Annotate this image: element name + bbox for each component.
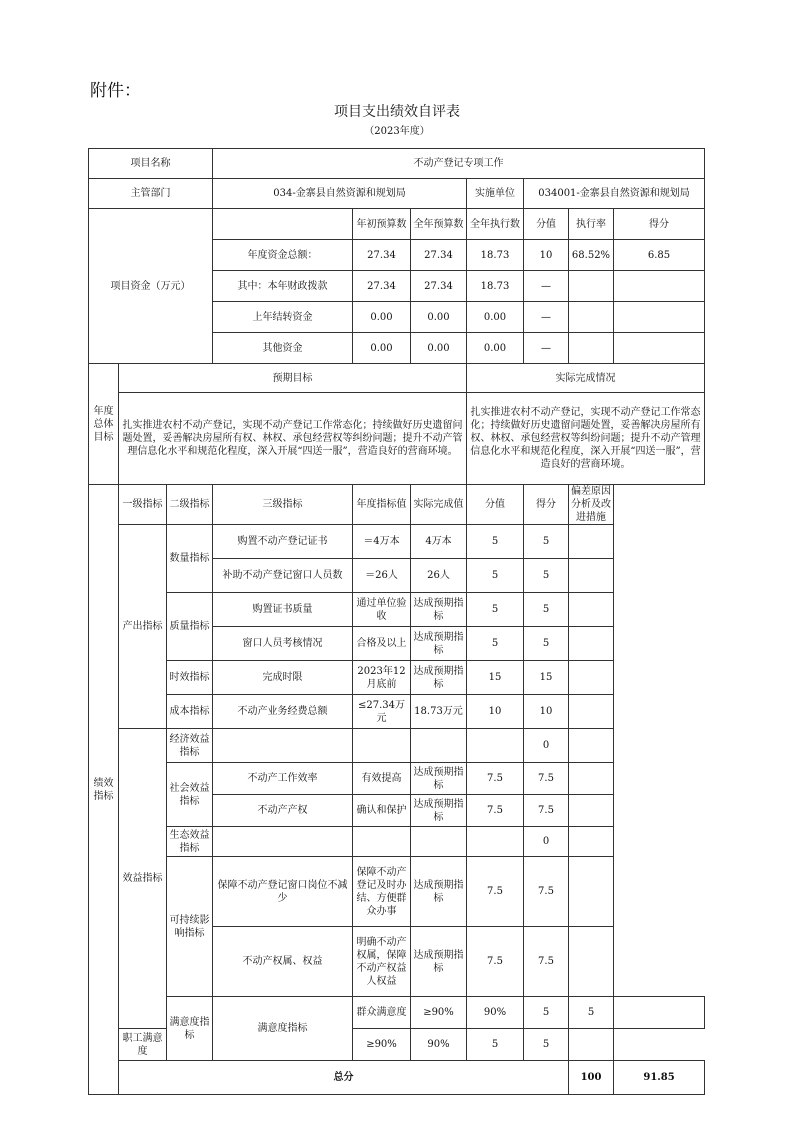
indicator-target: ＝26人 (353, 559, 411, 593)
indicator-name: 群众满意度 (353, 997, 411, 1029)
indicator-value: 5 (467, 1029, 524, 1061)
indicator-target: 通过单位验收 (353, 593, 411, 627)
indicator-actual: 90% (467, 997, 524, 1029)
form-title: 项目支出绩效自评表 (334, 104, 460, 120)
indicator-value: 15 (467, 661, 524, 695)
level2-sustainable: 可持续影响指标 (167, 857, 213, 997)
header-actual: 实际完成值 (411, 485, 467, 525)
goals-header-row (89, 364, 705, 393)
indicator-actual: 26人 (411, 559, 467, 593)
form-year: （2023年度） (364, 126, 430, 137)
goals-label: 年度总体目标 (89, 364, 119, 485)
indicator-deviation (569, 627, 614, 661)
indicator-score: 7.5 (524, 795, 569, 827)
indicator-name: 购置不动产登记证书 (213, 525, 353, 559)
actual-completion-text: 扎实推进农村不动产登记，实现不动产登记工作常态化；持续做好历史遗留问题处置，妥善解决房屋所有权、林权、承包经营权等纠纷问题；提升不动产管理信息化水平和规范化程度，深入开展“四送一服”，营造良好的营商环境。 (467, 393, 705, 485)
funds-executed: 0.00 (467, 333, 524, 364)
indicator-row (89, 695, 705, 729)
funds-executed: 18.73 (467, 240, 524, 271)
level2-timeliness: 时效指标 (167, 661, 213, 695)
goals-content-row (89, 393, 705, 485)
indicator-score: 5 (524, 525, 569, 559)
header-score: 得分 (524, 485, 569, 525)
indicator-target: ＝4万本 (353, 525, 411, 559)
department-row (89, 179, 705, 209)
level2-quality: 质量指标 (167, 593, 213, 661)
project-row (89, 149, 705, 179)
indicator-value: 10 (467, 695, 524, 729)
indicator-actual (411, 729, 467, 763)
level2-quantity: 数量指标 (167, 525, 213, 593)
indicator-score: 5 (569, 997, 614, 1029)
header-deviation: 偏差原因分析及改进措施 (569, 485, 614, 525)
level2-economic: 经济效益指标 (167, 729, 213, 763)
header-level1: 一级指标 (119, 485, 167, 525)
funds-annual: 27.34 (411, 240, 467, 271)
indicator-deviation (569, 857, 614, 927)
funds-executed: 18.73 (467, 271, 524, 302)
indicator-value: 5 (467, 593, 524, 627)
indicator-value: 5 (467, 627, 524, 661)
funds-score (614, 271, 705, 302)
indicator-value: 5 (467, 525, 524, 559)
indicator-score: 0 (524, 827, 569, 857)
expected-goal-label: 预期目标 (119, 364, 467, 393)
total-row (89, 1061, 705, 1095)
funds-score-value: — (524, 333, 569, 364)
funds-score-value: — (524, 271, 569, 302)
indicator-row (89, 827, 705, 857)
indicator-actual: 达成预期指标 (411, 661, 467, 695)
indicator-name: 窗口人员考核情况 (213, 627, 353, 661)
funds-score (614, 302, 705, 333)
attachment-label: 附件： (90, 81, 141, 101)
total-value: 100 (569, 1061, 614, 1095)
indicator-value: 5 (524, 997, 569, 1029)
funds-score: 6.85 (614, 240, 705, 271)
indicator-actual: 达成预期指标 (411, 593, 467, 627)
indicator-deviation (569, 763, 614, 795)
indicator-actual: 4万本 (411, 525, 467, 559)
indicator-deviation (569, 525, 614, 559)
indicator-deviation (569, 593, 614, 627)
expected-goal-text: 扎实推进农村不动产登记，实现不动产登记工作常态化；持续做好历史遗留问题处置，妥善解决房屋所有权、林权、承包经营权等纠纷问题；提升不动产管理信息化水平和规范化程度，深入开展“四送一服”，营造良好的营商环境。 (119, 393, 467, 485)
indicator-row (89, 661, 705, 695)
indicator-value: 7.5 (467, 763, 524, 795)
funds-rate: 68.52% (569, 240, 614, 271)
indicators-section-label: 绩效指标 (89, 485, 119, 1095)
indicator-deviation (569, 927, 614, 997)
indicator-name: 补助不动产登记窗口人员数 (213, 559, 353, 593)
indicator-name (213, 827, 353, 857)
project-name: 不动产登记专项工作 (213, 149, 705, 179)
indicator-score: 5 (524, 627, 569, 661)
funds-rate (569, 271, 614, 302)
indicator-target: 明确不动产权属，保障不动产权益人权益 (353, 927, 411, 997)
indicator-deviation (614, 997, 705, 1029)
total-label: 总分 (119, 1061, 569, 1095)
indicator-target: ≥90% (411, 997, 467, 1029)
indicator-row (89, 857, 705, 927)
header-level3: 三级指标 (213, 485, 353, 525)
actual-completion-label: 实际完成情况 (467, 364, 705, 393)
level2-ecological: 生态效益指标 (167, 827, 213, 857)
indicator-actual (411, 827, 467, 857)
level2-cost: 成本指标 (167, 695, 213, 729)
indicator-name: 不动产产权 (213, 795, 353, 827)
indicator-deviation (569, 695, 614, 729)
level1-satisfaction: 满意度指标 (167, 997, 213, 1061)
indicator-value: 7.5 (467, 795, 524, 827)
indicator-name: 完成时限 (213, 661, 353, 695)
funds-row-label: 其中：本年财政拨款 (213, 271, 353, 302)
funds-score-value: — (524, 302, 569, 333)
indicator-row (89, 729, 705, 763)
indicator-score: 5 (524, 593, 569, 627)
unit-label: 实施单位 (467, 179, 524, 209)
funds-annual: 0.00 (411, 302, 467, 333)
indicator-score: 0 (524, 729, 569, 763)
indicator-score: 7.5 (524, 763, 569, 795)
indicator-target: 合格及以上 (353, 627, 411, 661)
indicator-deviation (569, 827, 614, 857)
funds-initial: 27.34 (353, 271, 411, 302)
funds-rate (569, 333, 614, 364)
indicator-target: 有效提高 (353, 763, 411, 795)
level2-social: 社会效益指标 (167, 763, 213, 827)
indicator-name: 保障不动产登记窗口岗位不减少 (213, 857, 353, 927)
funds-annual: 0.00 (411, 333, 467, 364)
indicator-target (353, 729, 411, 763)
indicator-actual: 达成预期指标 (411, 627, 467, 661)
indicator-actual: 达成预期指标 (411, 927, 467, 997)
self-evaluation-table (88, 148, 705, 1095)
indicator-row (89, 525, 705, 559)
project-name-label: 项目名称 (89, 149, 213, 179)
indicator-name: 不动产业务经费总额 (213, 695, 353, 729)
indicator-deviation (569, 559, 614, 593)
indicator-value (467, 827, 524, 857)
level1-benefit: 效益指标 (119, 729, 167, 1029)
total-score: 91.85 (614, 1061, 705, 1095)
indicator-target: 保障不动产登记及时办结、方便群众办事 (353, 857, 411, 927)
indicator-target (353, 827, 411, 857)
indicator-name (213, 729, 353, 763)
indicator-deviation (569, 661, 614, 695)
indicator-actual: 90% (411, 1029, 467, 1061)
indicator-deviation (569, 1029, 614, 1061)
indicator-actual: 达成预期指标 (411, 763, 467, 795)
indicator-value: 7.5 (467, 857, 524, 927)
indicator-target: ≥90% (353, 1029, 411, 1061)
funds-row-label: 年度资金总额： (213, 240, 353, 271)
indicator-name: 不动产权属、权益 (213, 927, 353, 997)
header-target: 年度指标值 (353, 485, 411, 525)
funds-header-score-value: 分值 (524, 209, 569, 240)
indicators-header-row (89, 485, 705, 525)
indicator-score: 7.5 (524, 857, 569, 927)
header-value: 分值 (467, 485, 524, 525)
indicator-name: 不动产工作效率 (213, 763, 353, 795)
department-value: 034-金寨县自然资源和规划局 (213, 179, 467, 209)
funds-header-score: 得分 (614, 209, 705, 240)
funds-header-initial: 年初预算数 (353, 209, 411, 240)
funds-initial: 0.00 (353, 302, 411, 333)
indicator-deviation (569, 729, 614, 763)
funds-header-blank (213, 209, 353, 240)
funds-header-annual: 全年预算数 (411, 209, 467, 240)
level2-satisfaction: 满意度指标 (213, 997, 353, 1061)
indicator-score: 10 (524, 695, 569, 729)
indicator-target: 确认和保护 (353, 795, 411, 827)
unit-value: 034001-金寨县自然资源和规划局 (524, 179, 705, 209)
funds-executed: 0.00 (467, 302, 524, 333)
indicator-target: ≤27.34万元 (353, 695, 411, 729)
funds-row-label: 其他资金 (213, 333, 353, 364)
funds-score-value: 10 (524, 240, 569, 271)
funds-row-label: 上年结转资金 (213, 302, 353, 333)
funds-label: 项目资金（万元） (89, 209, 213, 364)
funds-header-executed: 全年执行数 (467, 209, 524, 240)
indicator-target: 2023年12月底前 (353, 661, 411, 695)
indicator-score: 5 (524, 1029, 569, 1061)
indicator-deviation (569, 795, 614, 827)
indicator-score: 15 (524, 661, 569, 695)
indicator-actual: 达成预期指标 (411, 857, 467, 927)
indicator-name: 购置证书质量 (213, 593, 353, 627)
funds-annual: 27.34 (411, 271, 467, 302)
level1-output: 产出指标 (119, 525, 167, 729)
indicator-value (467, 729, 524, 763)
funds-score (614, 333, 705, 364)
funds-initial: 27.34 (353, 240, 411, 271)
department-label: 主管部门 (89, 179, 213, 209)
indicator-value: 7.5 (467, 927, 524, 997)
indicator-name: 职工满意度 (119, 1029, 167, 1061)
indicator-actual: 达成预期指标 (411, 795, 467, 827)
indicator-row (89, 593, 705, 627)
funds-rate (569, 302, 614, 333)
funds-header-rate: 执行率 (569, 209, 614, 240)
indicator-value: 5 (467, 559, 524, 593)
indicator-score: 7.5 (524, 927, 569, 997)
funds-initial: 0.00 (353, 333, 411, 364)
indicator-row (89, 997, 705, 1029)
indicator-row (89, 763, 705, 795)
funds-header-row (89, 209, 705, 240)
header-level2: 二级指标 (167, 485, 213, 525)
indicator-actual: 18.73万元 (411, 695, 467, 729)
indicator-score: 5 (524, 559, 569, 593)
